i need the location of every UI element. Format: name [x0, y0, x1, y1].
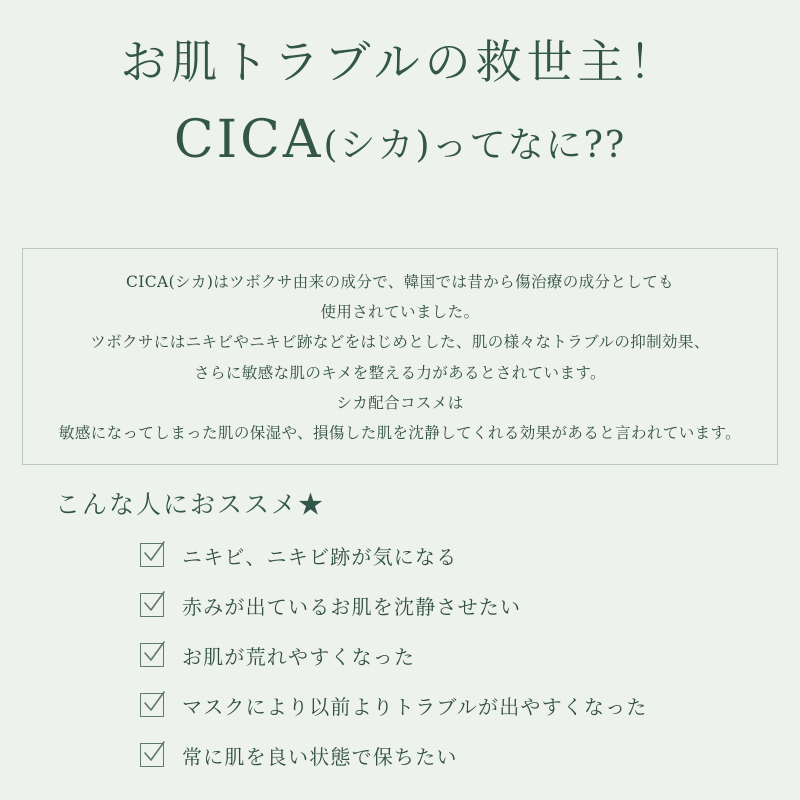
list-item	[140, 690, 760, 720]
list-item-label: 常に肌を良い状態で保ちたい	[182, 744, 458, 769]
page-title-tail: ってなに??	[431, 124, 627, 166]
description-line: ツボクサにはニキビやニキビ跡などをはじめとした、肌の様々なトラブルの抑制効果、	[90, 333, 710, 352]
checkmark-icon	[140, 693, 164, 717]
list-item	[140, 540, 760, 570]
title-block	[0, 0, 800, 173]
description-box	[22, 248, 778, 465]
description-line: CICA(シカ)はツボクサ由来の成分で、韓国では昔から傷治療の成分としても	[125, 273, 675, 291]
list-item	[140, 740, 760, 770]
page-title-line1: お肌トラブルの救世主！	[120, 35, 680, 89]
page-title-paren: (シカ)	[323, 124, 432, 166]
checkmark-icon	[140, 543, 164, 567]
list-item-label: マスクにより以前よりトラブルが出やすくなった	[182, 694, 648, 719]
checkmark-icon	[140, 593, 164, 617]
description-line: シカ配合コスメは	[336, 393, 464, 412]
list-item-label: 赤みが出ているお肌を沈静させたい	[182, 594, 522, 619]
list-item-label: お肌が荒れやすくなった	[182, 644, 416, 669]
list-item-label: ニキビ、ニキビ跡が気になる	[182, 544, 458, 569]
checkmark-icon	[140, 743, 164, 767]
list-item	[140, 590, 760, 620]
description-line: さらに敏感な肌のキメを整える力があるとされています。	[194, 363, 606, 382]
checkmark-icon	[140, 643, 164, 667]
description-line: 敏感になってしまった肌の保湿や、損傷した肌を沈静してくれる効果があると言われています。	[58, 424, 742, 443]
description-line: 使用されていました。	[320, 303, 480, 322]
recommend-heading: こんな人におススメ★	[55, 490, 326, 519]
page-title-line2	[0, 108, 800, 173]
page-title-cica: CICA	[173, 109, 324, 170]
list-item	[140, 640, 760, 670]
recommend-checklist	[140, 540, 760, 790]
